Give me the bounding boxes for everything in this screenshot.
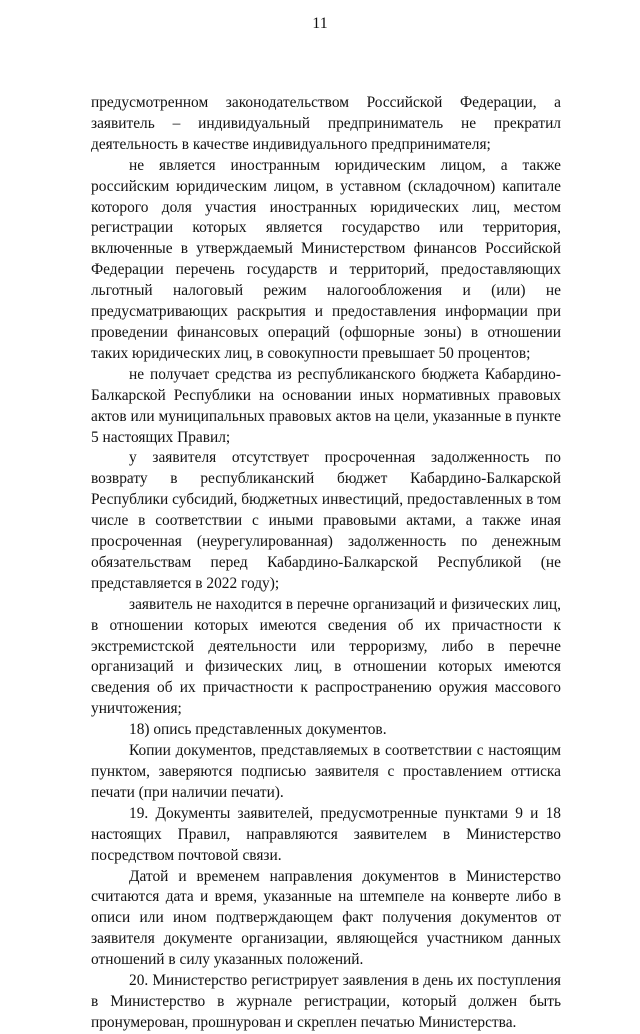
paragraph-continuation-legislation: предусмотренном законодательством Российской Федерации, а заявитель – индивидуальный предприниматель не прекратил деятельность в качестве индивидуального предпринимателя; bbox=[91, 94, 561, 153]
page-number: 11 bbox=[312, 15, 328, 32]
paragraph-no-other-budget-funds: не получает средства из республиканского бюджета Кабардино-Балкарской Республики на основании иных нормативных правовых актов или муниципальных правовых актов на цели, указанные в пункте 5 настоящих Правил; bbox=[91, 365, 561, 446]
paragraph-clause-19: 19. Документы заявителей, предусмотренные пунктами 9 и 18 настоящих Правил, направляются заявителем в Министерство посредством почтовой связи. bbox=[91, 804, 561, 864]
paragraph-not-in-extremism-list: заявитель не находится в перечне организаций и физических лиц, в отношении которых имеются сведения об их причастности к экстремистской деятельности или терроризму, либо в перечне организаций и физических лиц, в отношении которых имеются сведения об их причастности к распространению оружия массового уничтожения; bbox=[91, 595, 561, 718]
paragraph-submission-date: Датой и временем направления документов в Министерство считаются дата и время, указанные на штемпеле на конверте либо в описи или ином подтверждающем факт получения документов от заявителя документе организации, являющейся участником данных отношений в силу указанных положений. bbox=[91, 867, 561, 969]
paragraph-copies-certified: Копии документов, представляемых в соответствии с настоящим пунктом, заверяются подписью заявителя с проставлением оттиска печати (при наличии печати). bbox=[91, 742, 561, 801]
paragraph-no-overdue-debt: у заявителя отсутствует просроченная задолженность по возврату в республиканский бюджет Кабардино-Балкарской Республики субсидий, бюджетных инвестиций, предоставленных в том числе в соответствии с иными правовыми актами, а также иная просроченная (неурегулированная) задолженность по денежным обязательствам перед Кабардино-Балкарской Республикой (не представляется в 2022 году); bbox=[91, 449, 561, 592]
paragraph-not-foreign-entity: не является иностранным юридическим лицом, а также российским юридическим лицом, в уставном (складочном) капитале которого доля участия иностранных юридических лиц, местом регистрации которых является государство или территория, включенные в утверждаемый Министерством финансов Российской Федерации перечень государств и территорий, предоставляющих льготный налоговый режим налогообложения и (или) не предусматривающих раскрытия и предоставления информации при проведении финансовых операций (офшорные зоны) в отношении таких юридических лиц, в совокупности превышает 50 процентов; bbox=[91, 156, 561, 362]
paragraph-item-18: 18) опись представленных документов. bbox=[129, 721, 387, 739]
document-body bbox=[91, 93, 561, 1034]
paragraph-clause-20: 20. Министерство регистрирует заявления в день их поступления в Министерство в журнале регистрации, который должен быть пронумерован, прошнурован и скреплен печатью Министерства. bbox=[91, 972, 561, 1031]
